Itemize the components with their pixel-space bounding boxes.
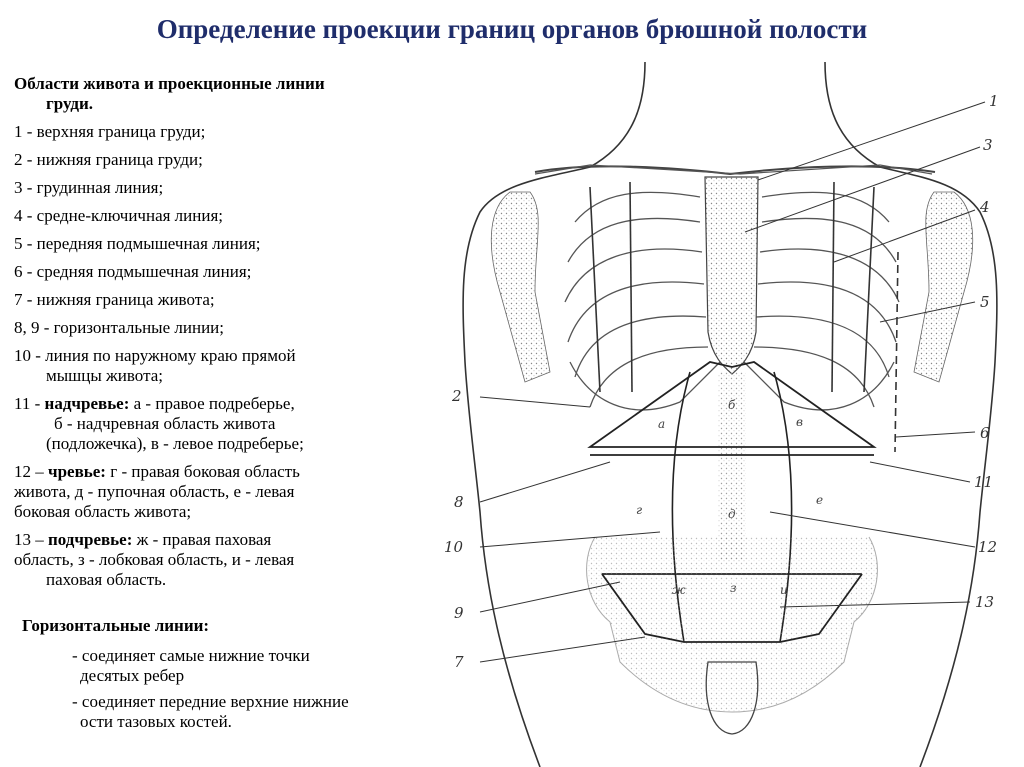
legend-item-12-term: чревье: xyxy=(48,462,106,481)
figure-label-3: 3 xyxy=(983,136,993,154)
right-humerus xyxy=(491,192,550,382)
region-letter-d: д xyxy=(728,507,736,521)
legend-item-12-prefix: 12 – xyxy=(14,462,48,481)
legend-heading-line1: Области живота и проекционные линии xyxy=(14,74,325,93)
horizontal-line-1 xyxy=(14,646,444,686)
horizontal-line-2 xyxy=(14,692,444,732)
clavicles xyxy=(535,166,935,174)
torso-drawing xyxy=(440,62,1024,767)
figure-label-5: 5 xyxy=(980,293,990,311)
legend-item-11-rest: а - правое подреберье, xyxy=(129,394,295,413)
legend-item-12-rest: г - правая боковая область xyxy=(105,462,300,481)
region-letter-g: г xyxy=(636,503,643,517)
page-title: Определение проекции границ органов брюшной полости xyxy=(156,14,868,44)
region-letter-e: е xyxy=(816,493,824,507)
legend-item-11-line2: б - надчревная область живота xyxy=(54,414,276,433)
legend-item-11-line3: (подложечка), в - левое подреберье; xyxy=(46,434,304,453)
figure-label-1: 1 xyxy=(989,92,999,110)
region-letter-i: и xyxy=(780,583,788,597)
legend-item-13-line3: паховая область. xyxy=(46,570,167,589)
region-letter-b: б xyxy=(728,398,736,412)
legend-item-13-line2: область, з - лобковая область, и - левая xyxy=(14,550,295,569)
pelvis xyxy=(587,537,878,712)
figure-label-13: 13 xyxy=(975,593,995,611)
legend-item-10 xyxy=(14,346,444,386)
figure-label-8: 8 xyxy=(454,493,464,511)
figure-label-9: 9 xyxy=(454,604,464,622)
legend-item-11-line1 xyxy=(14,394,444,414)
legend-heading-line2: груди. xyxy=(46,94,94,113)
legend-item-13-term: подчревье: xyxy=(48,530,133,549)
horizontal-line-1-b: десятых ребер xyxy=(80,666,185,685)
legend-item-4: 4 - средне-ключичная линия; xyxy=(14,206,224,225)
horizontal-line-1-a: - соединяет самые нижние точки xyxy=(72,646,310,665)
legend-item-12-line1 xyxy=(14,462,444,482)
figure-label-2: 2 xyxy=(452,387,462,405)
legend-item-12-line2: живота, д - пупочная область, е - левая xyxy=(14,482,295,501)
horizontal-lines-heading: Горизонтальные линии: xyxy=(22,616,210,635)
horizontal-line-2-a: - соединяет передние верхние нижние xyxy=(72,692,349,711)
figure-label-6: 6 xyxy=(980,424,990,442)
sternum xyxy=(705,177,758,374)
figure-label-10: 10 xyxy=(444,538,464,556)
legend-item-12 xyxy=(14,462,444,522)
legend-item-6: 6 - средняя подмышечная линия; xyxy=(14,262,252,281)
legend-item-13 xyxy=(14,530,444,590)
torso-illustration xyxy=(440,62,1024,767)
figure-label-4: 4 xyxy=(980,198,990,216)
region-letter-a: а xyxy=(658,417,666,431)
region-letter-zh: ж xyxy=(672,583,686,597)
legend-item-7: 7 - нижняя граница живота; xyxy=(14,290,215,309)
horizontal-line-2-b: ости тазовых костей. xyxy=(80,712,232,731)
legend-item-11 xyxy=(14,394,444,454)
region-letter-v: в xyxy=(796,415,803,429)
legend-item-13-rest: ж - правая паховая xyxy=(132,530,272,549)
legend-heading xyxy=(14,74,444,114)
legend-item-13-line1 xyxy=(14,530,444,550)
legend-item-11-term: надчревье: xyxy=(44,394,130,413)
legend-item-5: 5 - передняя подмышечная линия; xyxy=(14,234,261,253)
left-humerus xyxy=(914,192,973,382)
figure-label-11: 11 xyxy=(974,473,994,491)
legend-item-3: 3 - грудинная линия; xyxy=(14,178,164,197)
legend-text xyxy=(14,74,444,738)
figure-label-7: 7 xyxy=(454,653,464,671)
legend-item-8-9: 8, 9 - горизонтальные линии; xyxy=(14,318,225,337)
legend-item-11-prefix: 11 - xyxy=(14,394,45,413)
legend-item-13-prefix: 13 – xyxy=(14,530,48,549)
legend-item-10-line1: 10 - линия по наружному краю прямой xyxy=(14,346,296,365)
legend-item-10-line2: мышцы живота; xyxy=(46,366,163,385)
legend-item-2: 2 - нижняя граница груди; xyxy=(14,150,203,169)
figure-label-12: 12 xyxy=(978,538,998,556)
region-letter-z: з xyxy=(730,581,737,595)
legend-item-12-line3: боковая область живота; xyxy=(14,502,192,521)
legend-item-1: 1 - верхняя граница груди; xyxy=(14,122,206,141)
